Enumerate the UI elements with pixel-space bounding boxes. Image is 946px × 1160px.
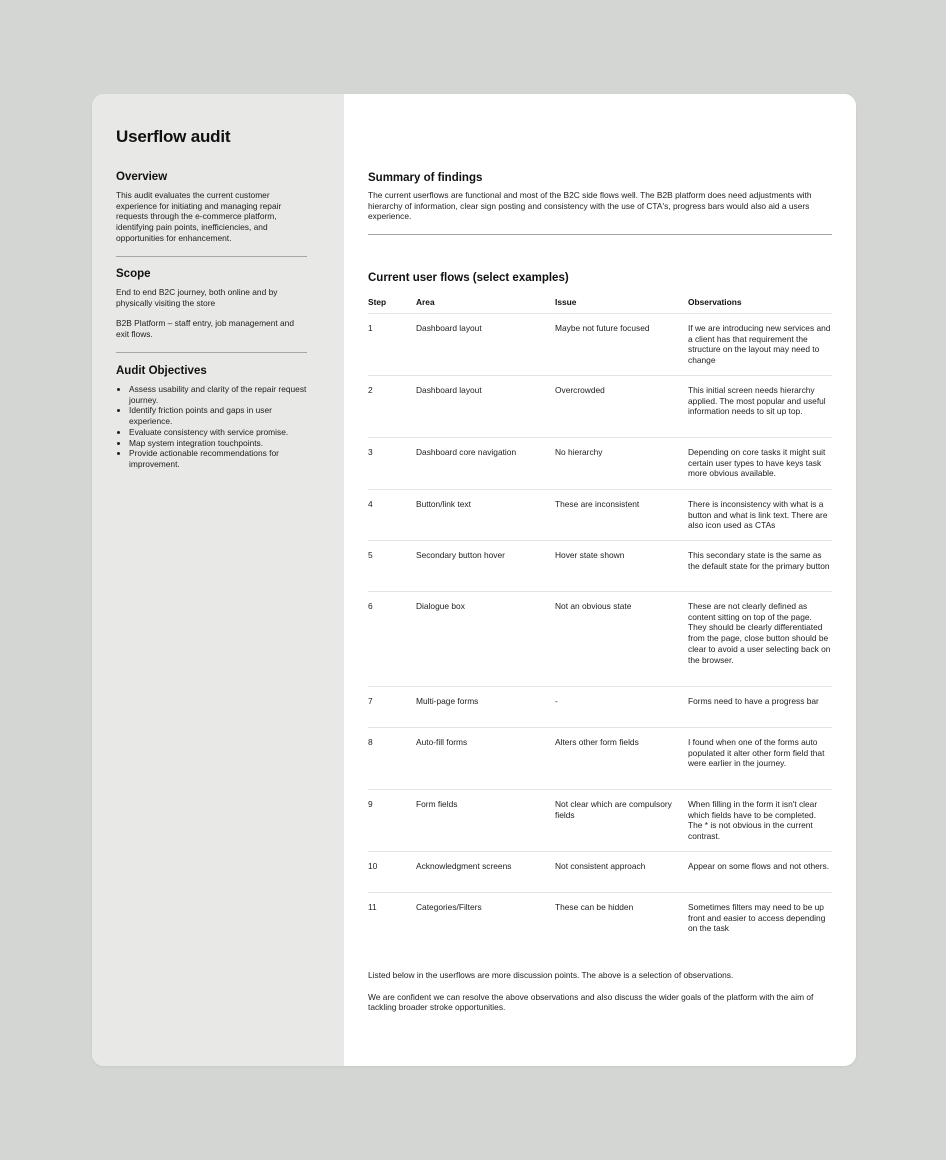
observation-cell: Forms need to have a progress bar xyxy=(688,687,832,728)
objective-item: • Identify friction points and gaps in user experience. xyxy=(129,405,307,426)
table-row xyxy=(368,314,832,376)
footer-notes xyxy=(368,970,832,1013)
table-row xyxy=(368,893,832,943)
step-cell: 11 xyxy=(368,902,377,912)
issue-cell: Not clear which are compulsory fields xyxy=(555,790,688,852)
issue-cell: Overcrowded xyxy=(555,376,688,438)
table-row xyxy=(368,490,832,541)
column-header-area: Area xyxy=(416,297,555,314)
observation-cell: This initial screen needs hierarchy applied. The most popular and useful information needs to sit up top. xyxy=(688,376,832,438)
step-cell: 6 xyxy=(368,592,416,687)
step-cell: 4 xyxy=(368,490,416,541)
scope-text-2: B2B Platform – staff entry, job management and exit flows. xyxy=(116,318,294,340)
observation-cell: Appear on some flows and not others. xyxy=(688,852,832,893)
step-cell: 9 xyxy=(368,790,416,852)
step-cell: 2 xyxy=(368,376,416,438)
area-cell: Button/link text xyxy=(416,490,555,541)
issue-cell: These are inconsistent xyxy=(555,490,688,541)
overview-heading: Overview xyxy=(116,171,168,183)
issue-cell: Not consistent approach xyxy=(555,852,688,893)
issue-cell: Hover state shown xyxy=(555,541,688,592)
objective-item: • Evaluate consistency with service promise. xyxy=(129,427,307,438)
observation-cell: When filling in the form it isn't clear which fields have to be completed. The * is not obvious in the current contrast. xyxy=(688,790,832,852)
scope-text-1: End to end B2C journey, both online and by physically visiting the store xyxy=(116,287,278,308)
observation-cell: This secondary state is the same as the default state for the primary button xyxy=(688,541,832,592)
table-row xyxy=(368,728,832,790)
column-header-issue: Issue xyxy=(555,297,688,314)
observation-cell: I found when one of the forms auto populated it alter other form field that were earlier in the journey. xyxy=(688,728,832,790)
table-row xyxy=(368,852,832,893)
area-cell: Multi-page forms xyxy=(416,687,555,728)
footer-note-2: We are confident we can resolve the above observations and also discuss the wider goals of the platform with the aim of tackling broader stroke opportunities. xyxy=(368,991,814,1013)
step-cell: 1 xyxy=(368,314,416,376)
sidebar xyxy=(92,94,344,1066)
step-cell: 8 xyxy=(368,728,416,790)
step-cell: 7 xyxy=(368,687,416,728)
table-row xyxy=(368,592,832,687)
table-row xyxy=(368,687,832,728)
issue-cell: Not an obvious state xyxy=(555,592,688,687)
sidebar-divider xyxy=(116,352,307,353)
step-cell: 10 xyxy=(368,852,416,893)
audit-card xyxy=(92,94,856,1066)
summary-heading: Summary of findings xyxy=(368,172,483,184)
issue-cell: These can be hidden xyxy=(555,902,634,912)
footer-note-1: Listed below in the userflows are more discussion points. The above is a selection of observations. xyxy=(368,970,734,980)
area-cell: Categories/Filters xyxy=(416,902,482,912)
summary-text: The current userflows are functional and most of the B2C side flows well. The B2B platform does need adjustments with hierarchy of information, clear sign posting and consistency with the use of CTA's, progress bars would also aid a users experience. xyxy=(368,190,812,222)
observation-cell: Depending on core tasks it might suit certain user types to have keys task more obvious available. xyxy=(688,438,832,490)
step-cell: 5 xyxy=(368,541,416,592)
table-row xyxy=(368,541,832,592)
objectives-list xyxy=(116,384,307,470)
column-header-step: Step xyxy=(368,297,416,314)
summary-divider xyxy=(368,234,832,235)
objectives-heading: Audit Objectives xyxy=(116,365,207,377)
observation-cell: These are not clearly defined as content sitting on top of the page. They should be clearly differentiated from the page, close button should be clear to avoid a user selecting back on the browser. xyxy=(688,592,832,687)
area-cell: Auto-fill forms xyxy=(416,728,555,790)
summary-section xyxy=(368,172,832,222)
area-cell: Acknowledgment screens xyxy=(416,852,555,893)
area-cell: Dashboard layout xyxy=(416,314,555,376)
table-row xyxy=(368,376,832,438)
table-header-row xyxy=(368,297,832,314)
scope-section xyxy=(116,268,307,340)
objective-item: • Assess usability and clarity of the repair request journey. xyxy=(129,384,307,405)
objectives-section xyxy=(116,365,307,470)
table-row xyxy=(368,438,832,490)
table-row xyxy=(368,790,832,852)
flows-heading: Current user flows (select examples) xyxy=(368,272,569,284)
objective-item: • Provide actionable recommendations for improvement. xyxy=(129,448,307,469)
observation-cell: If we are introducing new services and a client has that requirement the structure on the layout may need to change xyxy=(688,314,832,376)
area-cell: Form fields xyxy=(416,790,555,852)
scope-heading: Scope xyxy=(116,268,151,280)
main-content xyxy=(344,94,856,1066)
observation-cell: There is inconsistency with what is a button and what is link text. There are also icon used as CTAs xyxy=(688,490,832,541)
step-cell: 3 xyxy=(368,438,416,490)
sidebar-divider xyxy=(116,256,307,257)
column-header-observations: Observations xyxy=(688,297,832,314)
issue-cell: - xyxy=(555,687,688,728)
area-cell: Dashboard core navigation xyxy=(416,438,555,490)
area-cell: Dialogue box xyxy=(416,592,555,687)
overview-section xyxy=(116,171,307,244)
area-cell: Dashboard layout xyxy=(416,376,555,438)
observation-cell: Sometimes filters may need to be up front and easier to access depending on the task xyxy=(688,902,826,934)
area-cell: Secondary button hover xyxy=(416,541,555,592)
overview-text: This audit evaluates the current customer experience for initiating and managing repair requests through the e-commerce platform, identifying pain points, inefficiencies, and opportunities for enhancement. xyxy=(116,190,282,243)
issue-cell: Alters other form fields xyxy=(555,728,688,790)
issue-cell: No hierarchy xyxy=(555,438,688,490)
issue-cell: Maybe not future focused xyxy=(555,314,688,376)
objective-item: • Map system integration touchpoints. xyxy=(129,438,307,449)
document-title: Userflow audit xyxy=(116,127,231,146)
user-flows-table xyxy=(368,297,832,943)
